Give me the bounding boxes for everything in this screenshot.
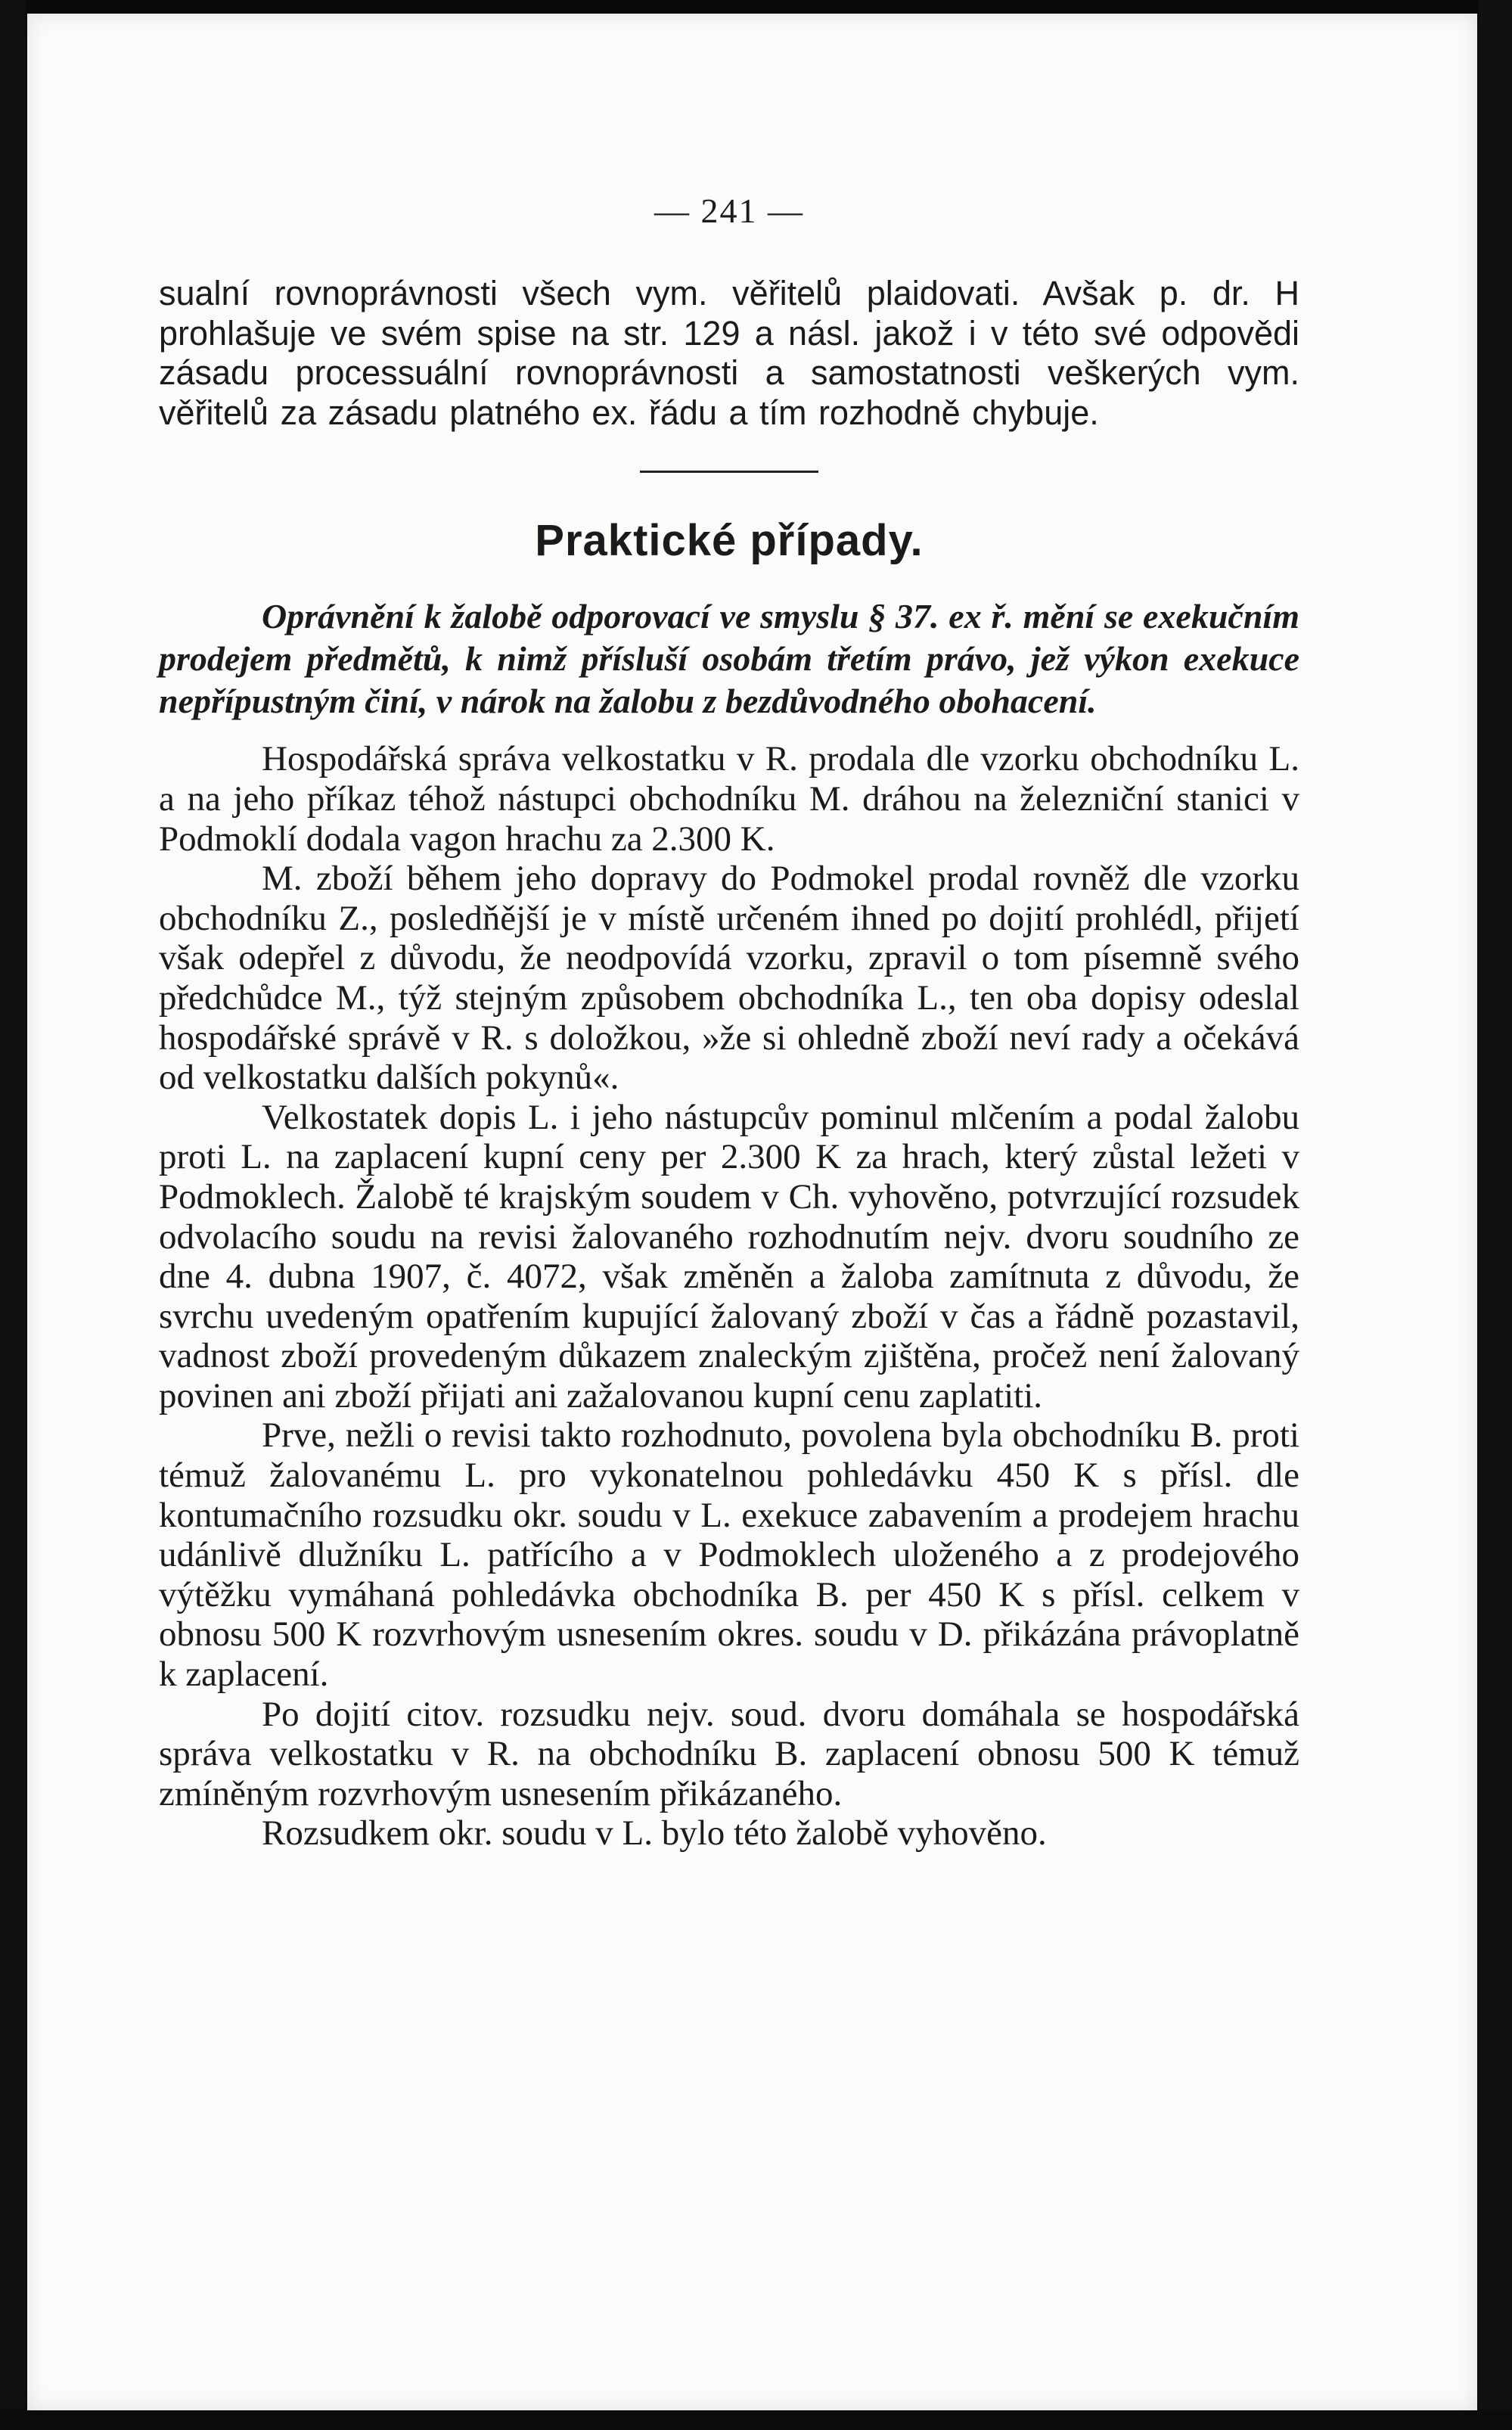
scan-border-left — [0, 0, 26, 2430]
paragraph-3: Velkostatek dopis L. i jeho nástupcův pominul mlčením a podal žalobu proti L. na zaplacení kupní ceny per 2.300 K za hrach, který zůstal ležeti v Podmoklech. Žalobě té krajským soudem v Ch. vyhověno, potvrzující rozsudek odvolacího soudu na revisi žalovaného rozhodnutím nejv. dvoru soudního ze dne 4. dubna 1907, č. 4072, však změněn a žaloba zamítnuta z důvodu, že svrchu uvedeným opatřením kupující žalovaný zboží v čas a řádně pozastavil, vadnost zboží provedeným důkazem znaleckým zjištěna, pročež není žalovaný povinen ani zboží přijati ani zažalovanou kupní cenu zaplatiti. — [159, 1097, 1299, 1415]
scan-border-bottom — [0, 2410, 1512, 2430]
paragraph-1: Hospodářská správa velkostatku v R. prodala dle vzorku obchodníku L. a na jeho příkaz téhož nástupci obchodníku M. dráhou na železniční stanici v Podmoklí dodala vagon hrachu za 2.300 K. — [159, 739, 1299, 859]
paragraph-6: Rozsudkem okr. soudu v L. bylo této žalobě vyhověno. — [262, 1813, 1047, 1854]
case-summary: Oprávnění k žalobě odporovací ve smyslu § 37. ex ř. mění se exekučním prodejem předmětů, k nimž přísluší osobám třetím právo, jež výkon exekuce nepřípustným činí, v nárok na žalobu z bezdůvodného obohacení. — [159, 597, 1299, 721]
page-content — [159, 189, 1299, 1854]
paragraph-2: M. zboží během jeho dopravy do Podmokel prodal rovněž dle vzorku obchodníku Z., posledňější je v místě určeném ihned po dojití prohlédl, přijetí však odepřel z důvodu, že neodpovídá vzorku, zpravil o tom písemně svého předchůdce M., týž stejným způsobem obchodníka L., ten oba dopisy odeslal hospodářské správě v R. s doložkou, »že si ohledně zboží neví rady a očekává od velkostatku dalších pokynů«. — [159, 859, 1299, 1098]
paragraph-5: Po dojití citov. rozsudku nejv. soud. dvoru domáhala se hospodářská správa velkostatku v R. na obchodníku B. zaplacení obnosu 500 K témuž zmíněným rozvrhovým usnesením přikázaného. — [159, 1694, 1299, 1813]
section-heading: Praktické případy. — [535, 516, 924, 566]
page-number: — 241 — — [654, 191, 804, 230]
section-divider — [640, 471, 818, 473]
scan-border-right — [1479, 0, 1512, 2430]
intro-paragraph: sualní rovnoprávnosti všech vym. věřitelů plaidovati. Avšak p. dr. H prohlašuje ve svém spise na str. 129 a násl. jakož i v této své odpovědi zásadu processuální rovnoprávnosti a samostatnosti veškerých vym. věřitelů za zásadu platného ex. řádu a tím rozhodně chybuje. — [159, 274, 1299, 432]
paragraph-4: Prve, nežli o revisi takto rozhodnuto, povolena byla obchodníku B. proti témuž žalovanému L. pro vykonatelnou pohledávku 450 K s přísl. dle kontumačního rozsudku okr. soudu v L. exekuce zabavením a prodejem hrachu udánlivě dlužníku L. patřícího a v Podmoklech uloženého a z prodejového výtěžku vymáhaná pohledávka obchodníka B. per 450 K s přísl. celkem v obnosu 500 K rozvrhovým usnesením okres. soudu v D. přikázána právoplatně k zaplacení. — [159, 1415, 1299, 1695]
